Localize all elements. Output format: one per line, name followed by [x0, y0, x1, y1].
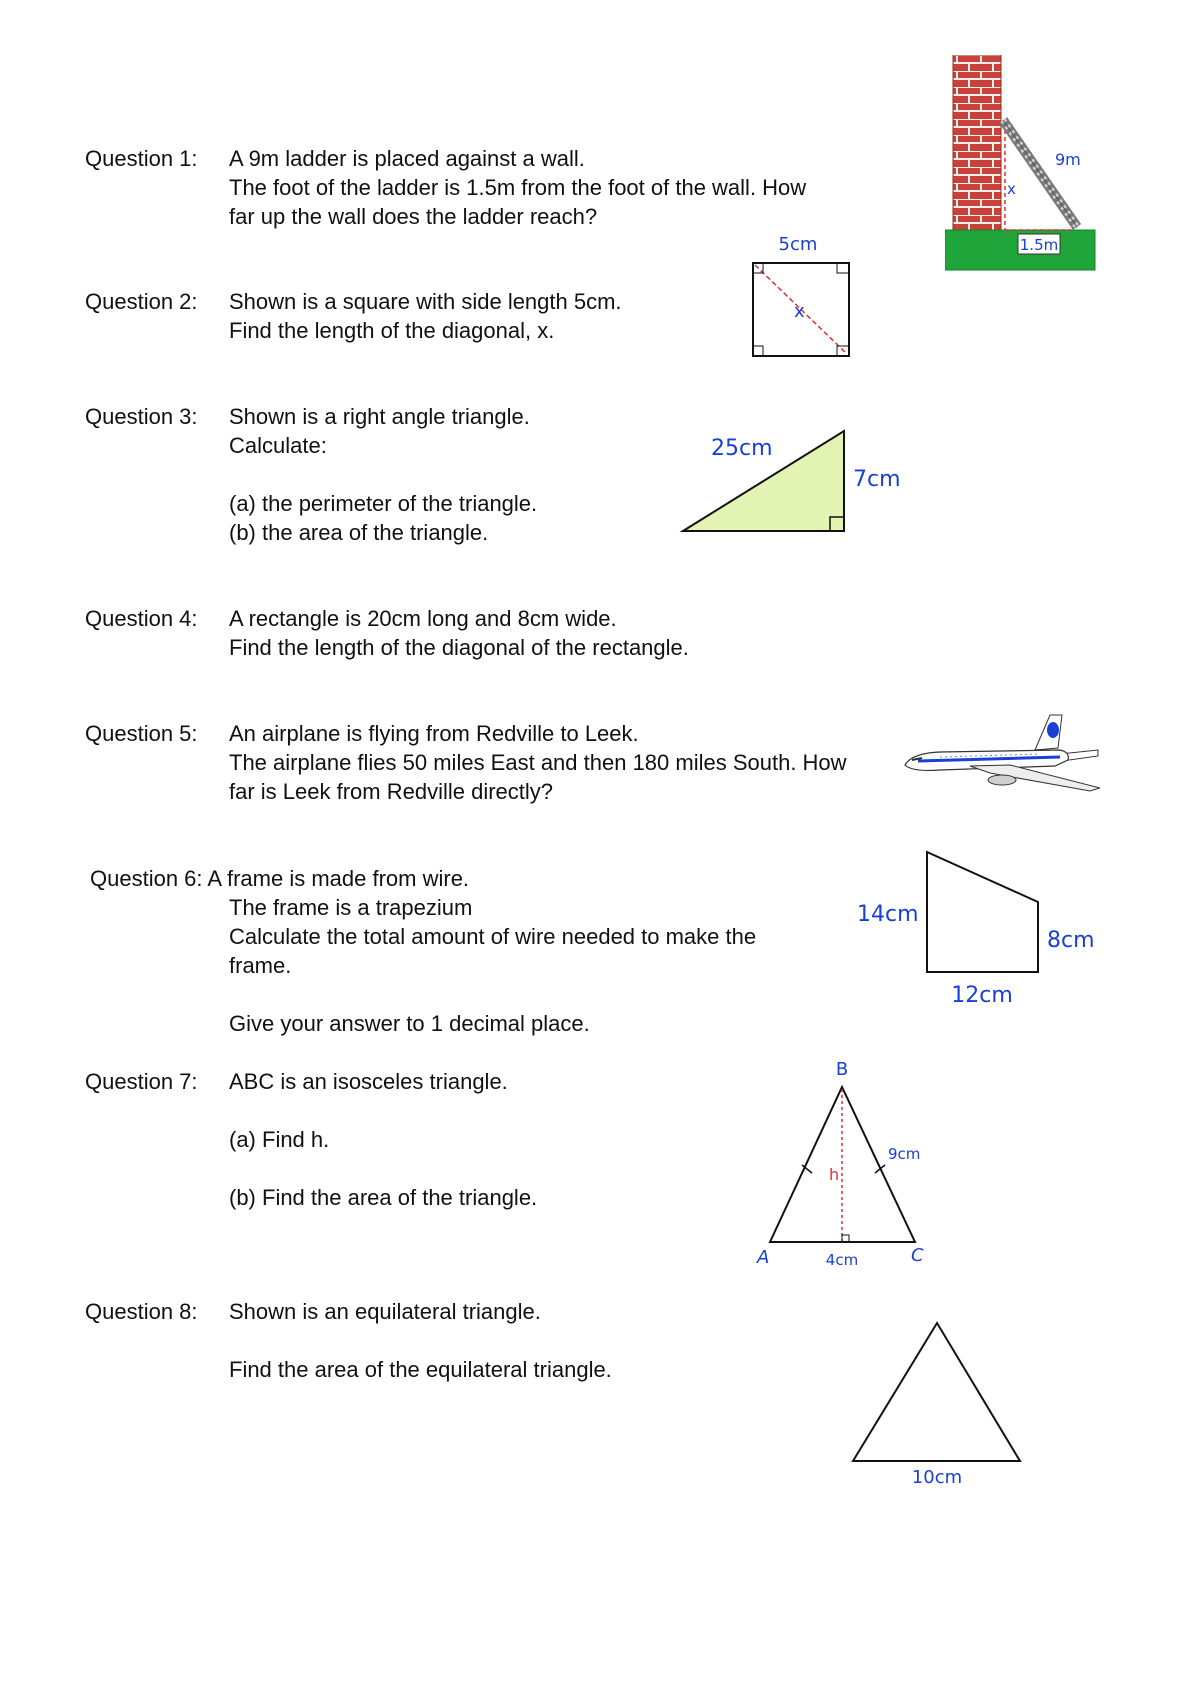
trapezium-left-label: 14cm: [857, 902, 919, 927]
isosceles-shape: [770, 1087, 915, 1242]
ladder: [1003, 120, 1077, 227]
question-2-text: Shown is a square with side length 5cm. Find the length of the diagonal, x.: [229, 289, 622, 343]
trapezium-figure: [855, 840, 1100, 1015]
vertex-b-label: B: [835, 1059, 849, 1080]
question-5-label: Question 5:: [85, 721, 198, 746]
triangle-hyp-label: 25cm: [711, 436, 773, 461]
square-side-label: 5cm: [778, 234, 818, 255]
equilateral-figure: [845, 1315, 1030, 1495]
question-4-text: A rectangle is 20cm long and 8cm wide. Find the length of the diagonal of the rectangle.: [229, 606, 689, 660]
question-6-text: The frame is a trapezium Calculate the total amount of wire needed to make the frame. Give your answer to 1 decimal place.: [229, 895, 757, 1036]
equilateral-shape: [853, 1323, 1020, 1461]
ladder-hyp-label: 9m: [1055, 150, 1081, 169]
question-8-text: Shown is an equilateral triangle. Find the area of the equilateral triangle.: [229, 1299, 612, 1382]
question-4-label: Question 4:: [85, 606, 198, 631]
right-triangle-figure: [675, 425, 915, 545]
question-1-text: A 9m ladder is placed against a wall. The foot of the ladder is 1.5m from the foot of the wall. How far up the wall does the ladder reach?: [229, 146, 807, 229]
triangle-side-label: 7cm: [853, 467, 901, 492]
ladder-base-label: 1.5m: [1019, 236, 1059, 254]
brick-wall: [953, 55, 1001, 230]
ladder-wall-figure: [945, 55, 1100, 280]
ladder-height-label: x: [1007, 180, 1016, 198]
square-diagonal-label: x: [794, 301, 805, 322]
question-7-label: Question 7:: [85, 1069, 198, 1094]
question-6-first-line: A frame is made from wire.: [207, 866, 470, 891]
vertex-c-label: C: [911, 1245, 924, 1266]
question-1-label: Question 1:: [85, 146, 198, 171]
question-3-label: Question 3:: [85, 404, 198, 429]
question-6-label: Question 6:: [90, 866, 203, 891]
question-5-text: An airplane is flying from Redville to Leek. The airplane flies 50 miles East and then 180 miles South. How far is Leek from Redville directly?: [229, 721, 847, 804]
trapezium-right-label: 8cm: [1047, 928, 1095, 953]
question-7-text: ABC is an isosceles triangle. (a) Find h. (b) Find the area of the triangle.: [229, 1069, 538, 1210]
isosceles-side-label: 9cm: [888, 1145, 921, 1163]
question-2-label: Question 2:: [85, 289, 198, 314]
isosceles-base-label: 4cm: [825, 1251, 859, 1269]
square-figure: [745, 230, 855, 365]
equilateral-base-label: 10cm: [911, 1467, 963, 1488]
isosceles-height-label: h: [829, 1165, 840, 1184]
airplane-figure: [900, 710, 1100, 805]
trapezium-bottom-label: 12cm: [951, 983, 1013, 1008]
isosceles-figure: [745, 1055, 945, 1275]
vertex-a-label: A: [757, 1247, 770, 1268]
trapezium-shape: [927, 852, 1038, 972]
question-3-text: Shown is a right angle triangle. Calculate: (a) the perimeter of the triangle. (b) the area of the triangle.: [229, 404, 538, 545]
question-8-label: Question 8:: [85, 1299, 198, 1324]
